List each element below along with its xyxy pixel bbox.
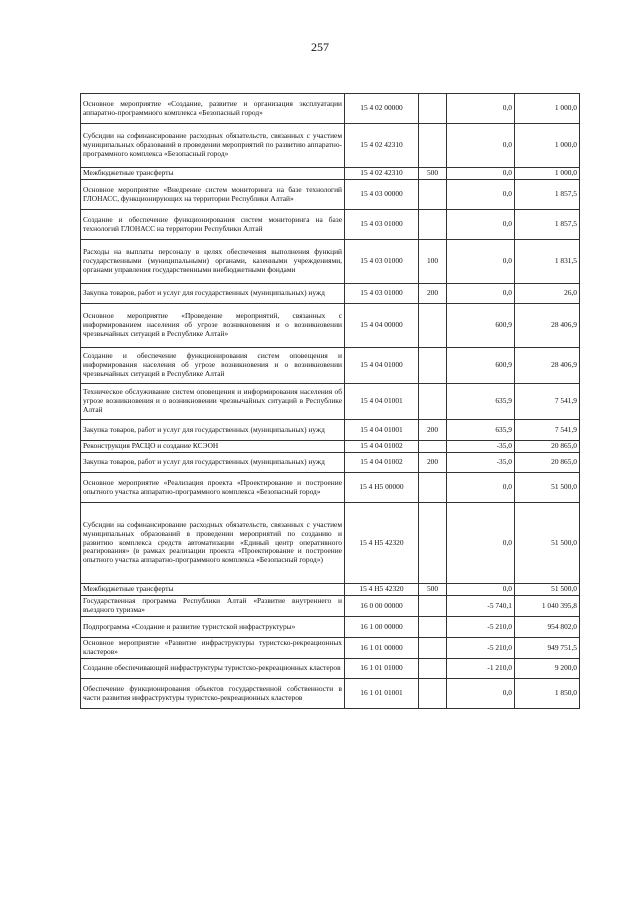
row-expense-type xyxy=(419,659,447,679)
row-expense-type xyxy=(419,503,447,584)
row-change-amount: 0,0 xyxy=(447,284,515,304)
budget-table xyxy=(80,93,580,709)
row-name: Расходы на выплаты персоналу в целях обеспечения выполнения функций государственными (муниципальными) органами, казенными учреждениями, органами управления государственными внебюджетными фондами xyxy=(81,240,345,284)
row-name: Межбюджетные трансферты xyxy=(81,584,345,596)
table-row xyxy=(81,240,580,284)
row-change-amount: 600,9 xyxy=(447,304,515,348)
row-total-amount: 1 000,0 xyxy=(515,94,580,124)
row-total-amount: 1 850,0 xyxy=(515,679,580,709)
row-name: Закупка товаров, работ и услуг для государственных (муниципальных) нужд xyxy=(81,420,345,441)
row-code: 15 4 02 42310 xyxy=(345,124,419,168)
row-change-amount: 635,9 xyxy=(447,420,515,441)
row-name: Закупка товаров, работ и услуг для государственных (муниципальных) нужд xyxy=(81,284,345,304)
row-name: Создание обеспечивающей инфраструктуры туристско-рекреационных кластеров xyxy=(81,659,345,679)
row-code: 15 4 03 01000 xyxy=(345,240,419,284)
row-expense-type xyxy=(419,638,447,659)
row-name: Подпрограмма «Создание и развитие туристской инфраструктуры» xyxy=(81,617,345,638)
row-total-amount: 51 500,0 xyxy=(515,473,580,503)
table-row xyxy=(81,638,580,659)
row-total-amount: 20 865,0 xyxy=(515,453,580,473)
table-row xyxy=(81,584,580,596)
table-row xyxy=(81,168,580,180)
row-expense-type xyxy=(419,441,447,453)
row-expense-type: 100 xyxy=(419,240,447,284)
row-total-amount: 7 541,9 xyxy=(515,384,580,420)
row-change-amount: -5 210,0 xyxy=(447,617,515,638)
table-row xyxy=(81,284,580,304)
table-row xyxy=(81,659,580,679)
row-total-amount: 1 000,0 xyxy=(515,124,580,168)
row-code: 15 4 03 01000 xyxy=(345,284,419,304)
row-name: Государственная программа Республики Алтай «Развитие внутреннего и въездного туризма» xyxy=(81,596,345,617)
row-expense-type: 500 xyxy=(419,584,447,596)
row-expense-type xyxy=(419,596,447,617)
row-expense-type xyxy=(419,94,447,124)
row-total-amount: 51 500,0 xyxy=(515,584,580,596)
row-code: 15 4 Н5 42320 xyxy=(345,584,419,596)
row-name: Основное мероприятие «Проведение мероприятий, связанных с информированием населения об угрозе возникновения и о возникновении чрезвычайных ситуаций в Республике Алтай» xyxy=(81,304,345,348)
row-code: 16 1 01 01000 xyxy=(345,659,419,679)
row-code: 15 4 03 01000 xyxy=(345,210,419,240)
row-name: Закупка товаров, работ и услуг для государственных (муниципальных) нужд xyxy=(81,453,345,473)
row-total-amount: 28 406,9 xyxy=(515,304,580,348)
row-change-amount: 0,0 xyxy=(447,679,515,709)
row-total-amount: 1 857,5 xyxy=(515,210,580,240)
row-expense-type xyxy=(419,124,447,168)
row-change-amount: 635,9 xyxy=(447,384,515,420)
row-total-amount: 1 040 395,8 xyxy=(515,596,580,617)
table-row xyxy=(81,420,580,441)
row-total-amount: 1 857,5 xyxy=(515,180,580,210)
row-code: 15 4 03 00000 xyxy=(345,180,419,210)
row-code: 15 4 04 01001 xyxy=(345,420,419,441)
table-row xyxy=(81,348,580,384)
row-code: 15 4 Н5 42320 xyxy=(345,503,419,584)
row-expense-type: 500 xyxy=(419,168,447,180)
row-change-amount: 0,0 xyxy=(447,503,515,584)
row-expense-type xyxy=(419,304,447,348)
row-name: Субсидии на софинансирование расходных обязательств, связанных с участием муниципальных образований в проведении мероприятий по созданию и развитию комплекса средств автоматизации «Единый центр оперативного реагирования» (в рамках реализации проекта «Проектирование и построение опытного участка аппаратно-программного комплекса «Безопасный город») xyxy=(81,503,345,584)
row-expense-type xyxy=(419,210,447,240)
row-name: Создание и обеспечение функционирования систем мониторинга на базе технологий ГЛОНАСС на территории Республики Алтай xyxy=(81,210,345,240)
row-expense-type: 200 xyxy=(419,420,447,441)
row-total-amount: 28 406,9 xyxy=(515,348,580,384)
row-expense-type xyxy=(419,617,447,638)
row-code: 15 4 02 42310 xyxy=(345,168,419,180)
row-expense-type: 200 xyxy=(419,453,447,473)
row-expense-type xyxy=(419,348,447,384)
row-expense-type xyxy=(419,180,447,210)
table-row xyxy=(81,503,580,584)
row-name: Межбюджетные трансферты xyxy=(81,168,345,180)
page-number: 257 xyxy=(311,40,329,54)
row-total-amount: 1 831,5 xyxy=(515,240,580,284)
row-name: Обеспечение функционирования объектов государственной собственности в части развития инфраструктуры туристско-рекреационных кластеров xyxy=(81,679,345,709)
row-total-amount: 51 500,0 xyxy=(515,503,580,584)
row-code: 15 4 02 00000 xyxy=(345,94,419,124)
row-change-amount: 0,0 xyxy=(447,240,515,284)
row-expense-type xyxy=(419,384,447,420)
table-row xyxy=(81,124,580,168)
row-code: 16 1 01 00000 xyxy=(345,638,419,659)
table-row xyxy=(81,210,580,240)
row-change-amount: 0,0 xyxy=(447,94,515,124)
row-change-amount: -1 210,0 xyxy=(447,659,515,679)
row-total-amount: 7 541,9 xyxy=(515,420,580,441)
row-change-amount: -5 740,1 xyxy=(447,596,515,617)
row-code: 15 4 04 01002 xyxy=(345,453,419,473)
table-row xyxy=(81,473,580,503)
row-change-amount: -5 210,0 xyxy=(447,638,515,659)
row-change-amount: 0,0 xyxy=(447,210,515,240)
table-row xyxy=(81,441,580,453)
row-expense-type: 200 xyxy=(419,284,447,304)
row-name: Создание и обеспечение функционирования систем оповещения и информирования населения об угрозе возникновения и о возникновении чрезвычайных ситуаций в Республике Алтай xyxy=(81,348,345,384)
table-row xyxy=(81,679,580,709)
row-change-amount: 0,0 xyxy=(447,584,515,596)
table-row xyxy=(81,453,580,473)
row-code: 16 0 00 00000 xyxy=(345,596,419,617)
row-name: Техническое обслуживание систем оповещения и информирования населения об угрозе возникновения и о возникновении чрезвычайных ситуаций в Республике Алтай xyxy=(81,384,345,420)
row-name: Основное мероприятие «Развитие инфраструктуры туристско-рекреационных кластеров» xyxy=(81,638,345,659)
row-total-amount: 1 000,0 xyxy=(515,168,580,180)
row-code: 16 1 00 00000 xyxy=(345,617,419,638)
row-name: Реконструкция РАСЦО и создание КСЭОН xyxy=(81,441,345,453)
row-total-amount: 949 751,5 xyxy=(515,638,580,659)
table-row xyxy=(81,617,580,638)
row-total-amount: 954 802,0 xyxy=(515,617,580,638)
row-name: Основное мероприятие «Реализация проекта «Проектирование и построение опытного участка аппаратно-программного комплекса «Безопасный город» xyxy=(81,473,345,503)
row-change-amount: 600,9 xyxy=(447,348,515,384)
row-name: Субсидии на софинансирование расходных обязательств, связанных с участием муниципальных образований в проведении мероприятий по развитию аппаратно-программного комплекса «Безопасный город» xyxy=(81,124,345,168)
table-row xyxy=(81,94,580,124)
table-row xyxy=(81,304,580,348)
row-expense-type xyxy=(419,679,447,709)
row-name: Основное мероприятие «Создание, развитие и организация эксплуатации аппаратно-программного комплекса «Безопасный город» xyxy=(81,94,345,124)
table-row xyxy=(81,596,580,617)
row-change-amount: 0,0 xyxy=(447,124,515,168)
row-name: Основное мероприятие «Внедрение систем мониторинга на базе технологий ГЛОНАСС, функционирующих на территории Республики Алтай» xyxy=(81,180,345,210)
row-code: 15 4 04 01002 xyxy=(345,441,419,453)
table-body xyxy=(81,94,580,709)
row-expense-type xyxy=(419,473,447,503)
row-change-amount: 0,0 xyxy=(447,473,515,503)
table-row xyxy=(81,384,580,420)
row-change-amount: 0,0 xyxy=(447,180,515,210)
row-code: 15 4 04 01001 xyxy=(345,384,419,420)
row-code: 16 1 01 01001 xyxy=(345,679,419,709)
row-change-amount: -35,0 xyxy=(447,453,515,473)
row-change-amount: 0,0 xyxy=(447,168,515,180)
row-code: 15 4 04 01000 xyxy=(345,348,419,384)
row-code: 15 4 Н5 00000 xyxy=(345,473,419,503)
row-total-amount: 9 200,0 xyxy=(515,659,580,679)
table-row xyxy=(81,180,580,210)
row-total-amount: 26,0 xyxy=(515,284,580,304)
row-code: 15 4 04 00000 xyxy=(345,304,419,348)
row-change-amount: -35,0 xyxy=(447,441,515,453)
row-total-amount: 20 865,0 xyxy=(515,441,580,453)
